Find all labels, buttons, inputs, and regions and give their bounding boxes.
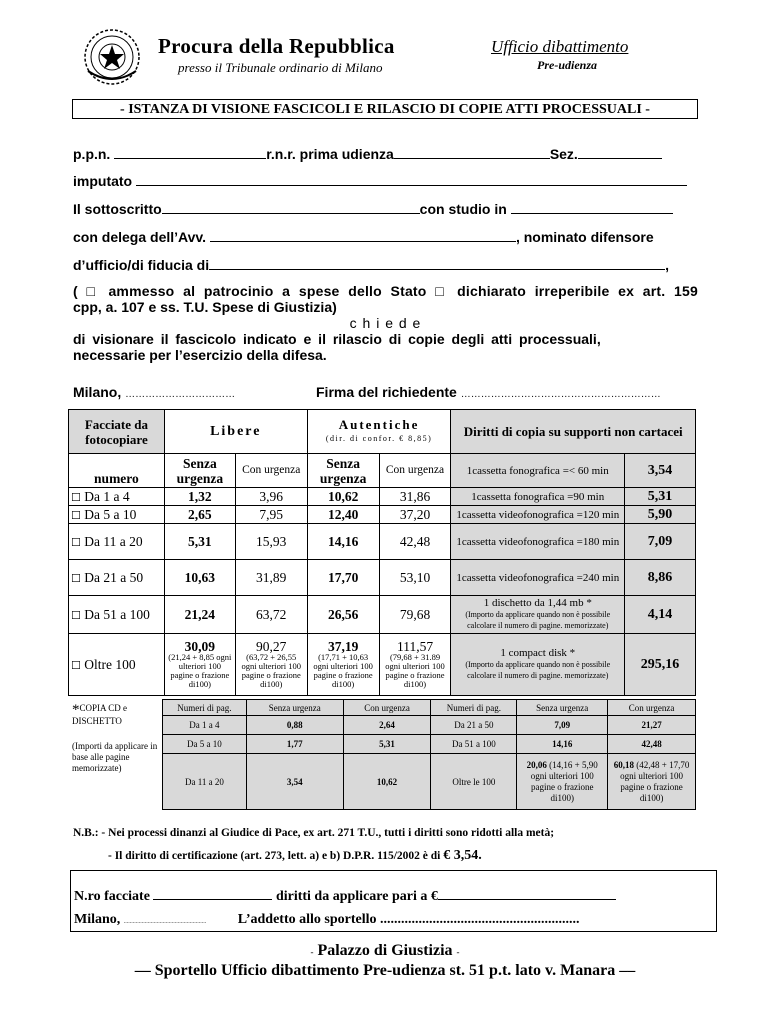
support-value-4: 7,09 [625, 524, 696, 560]
th-diritti: Diritti di copia su supporti non cartacei [451, 410, 696, 454]
patrocinio-line2: cpp, a. 107 e ss. T.U. Spese di Giustizia) [73, 299, 337, 315]
addetto-label: L’addetto allo sportello [237, 912, 377, 927]
th-autentiche: Autentiche (dir. di confor. € 8,85) [307, 410, 451, 454]
cell-oltre-ls: 30,09 (21,24 + 8,85 ogni ulteriori 100 pagine o frazione di100) [164, 634, 235, 696]
support-row-2: 1cassetta fonografica =90 min [451, 488, 625, 506]
facciate-field[interactable] [153, 885, 272, 900]
form-title-text: - ISTANZA DI VISIONE FASCICOLI E RILASCIO DI COPIE ATTI PROCESSUALI - [120, 102, 650, 117]
addetto-field[interactable]: ......................................................... [380, 912, 580, 927]
milano-date-field[interactable]: …………………………… [125, 389, 236, 400]
support-cd: 1 compact disk * (Importo da applicare quando non è possibile calcolare il numero di pagine. memorizzate) [451, 634, 625, 696]
cell-value: 7,95 [235, 506, 307, 524]
firma-label: Firma del richiedente [316, 384, 457, 400]
cd-th-pag: Numeri di pag. [163, 700, 247, 716]
cell-value: 1,32 [164, 488, 235, 506]
cd-cell: Da 21 a 50 [431, 716, 517, 735]
cd-cell: 1,77 [246, 735, 343, 754]
header-title: Procura della Repubblica [158, 34, 395, 58]
th-libere-senza: Senza urgenza [164, 454, 235, 488]
cd-cell: 10,62 [343, 754, 431, 810]
note-1: N.B.: - Nei processi dinanzi al Giudice di Pace, ex art. 271 T.U., tutti i diritti sono ridotti alla metà; [73, 827, 555, 839]
note-2-value: € 3,54. [443, 848, 482, 863]
header-subtitle: presso il Tribunale ordinario di Milano [178, 60, 383, 75]
support-row-3: 1cassetta videofonografica =120 min [451, 506, 625, 524]
support-value-1: 3,54 [625, 454, 696, 488]
studio-label: con studio in [419, 201, 507, 217]
support-row-4: 1cassetta videofonografica =180 min [451, 524, 625, 560]
cd-cell: 2,64 [343, 716, 431, 735]
delega-field[interactable] [210, 227, 516, 242]
cell-oltre-lc: 90,27 (63,72 + 26,55 ogni ulteriori 100 pagine o frazione di100) [235, 634, 307, 696]
patrocinio-line1: ( □ ammesso al patrocinio a spese dello Stato □ dichiarato irreperibile ex art. 159 [73, 283, 698, 299]
box-milano-field[interactable]: ....................................................... [123, 919, 207, 925]
rnr-field[interactable] [394, 144, 550, 159]
cell-value: 10,63 [164, 560, 235, 596]
cd-th-pag: Numeri di pag. [431, 700, 517, 716]
emblem [80, 25, 144, 89]
support-value-dischetto: 4,14 [625, 596, 696, 634]
facciate-label: N.ro facciate [74, 889, 150, 904]
row-label[interactable]: ☐ Da 51 a 100 [69, 596, 165, 634]
note-2: - Il diritto di certificazione (art. 273, lett. a) e b) D.P.R. 115/2002 è di € 3,54. [108, 848, 482, 863]
cd-cell: Oltre le 100 [431, 754, 517, 810]
cell-oltre-ac: 111,57 (79,68 + 31.89 ogni ulteriori 100 pagine o frazione di100) [379, 634, 451, 696]
diritti-label: diritti da applicare pari a € [275, 889, 438, 904]
cell-value: 37,20 [379, 506, 451, 524]
support-value-3: 5,90 [625, 506, 696, 524]
imputato-label: imputato [73, 173, 133, 189]
cell-value: 53,10 [379, 560, 451, 596]
cell-value: 15,93 [235, 524, 307, 560]
cell-value: 10,62 [307, 488, 379, 506]
cell-value: 5,31 [164, 524, 235, 560]
cell-oltre-as: 37,19 (17,71 + 10,63 ogni ulteriori 100 pagine o frazione di100) [307, 634, 379, 696]
cell-value: 63,72 [235, 596, 307, 634]
support-row-5: 1cassetta videofonografica =240 min [451, 560, 625, 596]
studio-field[interactable] [511, 199, 673, 214]
ufficio-label: d’ufficio/di fiducia di [73, 257, 210, 273]
cell-value: 26,56 [307, 596, 379, 634]
cd-cell: Da 5 a 10 [163, 735, 247, 754]
patrocinio-line3: di visionare il fascicolo indicato e il rilascio di copie degli atti processuali, [73, 331, 601, 347]
th-libere-con: Con urgenza [235, 454, 307, 488]
cell-value: 21,24 [164, 596, 235, 634]
ppn-label: p.p.n. [73, 146, 111, 162]
cd-cell: 7,09 [517, 716, 608, 735]
republic-emblem-icon [80, 25, 144, 89]
milano-label: Milano, [73, 384, 122, 400]
th-libere: Libere [164, 410, 307, 454]
cd-cell-oltre-con: 60,18 (42,48 + 17,70 ogni ulteriori 100 pagine o frazione di100) [608, 754, 696, 810]
cd-cell: Da 51 a 100 [431, 735, 517, 754]
row-label[interactable]: ☐ Da 5 a 10 [69, 506, 165, 524]
th-facciate: Facciate da fotocopiare [69, 410, 165, 454]
ufficio-field[interactable] [209, 255, 665, 270]
support-row-1: 1cassetta fonografica =< 60 min [451, 454, 625, 488]
form-title [72, 99, 698, 119]
th-aut-senza: Senza urgenza [307, 454, 379, 488]
cd-th-con: Con urgenza [608, 700, 696, 716]
box-milano-label: Milano, [74, 912, 121, 927]
delega-label: con delega dell’Avv. [73, 229, 207, 245]
support-value-cd: 295,16 [625, 634, 696, 696]
patrocinio-line4: necessarie per l’esercizio della difesa. [73, 347, 327, 363]
cd-cell: 21,27 [608, 716, 696, 735]
cd-cell: 42,48 [608, 735, 696, 754]
cell-value: 12,40 [307, 506, 379, 524]
cell-value: 2,65 [164, 506, 235, 524]
cell-value: 3,96 [235, 488, 307, 506]
cd-cell-oltre-senza: 20,06 (14,16 + 5,90 ogni ulteriori 100 pagine o frazione di100) [517, 754, 608, 810]
rnr-label: r.n.r. prima udienza [266, 146, 394, 162]
diritti-field[interactable] [438, 885, 616, 900]
cd-th-senza: Senza urgenza [246, 700, 343, 716]
sottoscritto-field[interactable] [162, 199, 420, 214]
row-label[interactable]: ☐ Da 1 a 4 [69, 488, 165, 506]
cd-side-label: *COPIA CD e DISCHETTO (Importi da applicare in base alle pagine memorizzate) [72, 702, 158, 773]
support-value-5: 8,86 [625, 560, 696, 596]
cell-value: 14,16 [307, 524, 379, 560]
sez-field[interactable] [578, 144, 662, 159]
ufficio-end: , [665, 257, 669, 273]
cd-cell: 5,31 [343, 735, 431, 754]
fee-table [68, 409, 696, 696]
cell-value: 79,68 [379, 596, 451, 634]
cd-cell: Da 1 a 4 [163, 716, 247, 735]
cd-cell: Da 11 a 20 [163, 754, 247, 810]
office-subtitle: Pre-udienza [537, 58, 597, 72]
cd-th-con: Con urgenza [343, 700, 431, 716]
ppn-field[interactable] [114, 144, 266, 159]
facciate-box [70, 870, 717, 932]
row-label[interactable]: ☐ Da 11 a 20 [69, 524, 165, 560]
cell-value: 42,48 [379, 524, 451, 560]
cd-th-senza: Senza urgenza [517, 700, 608, 716]
th-numero: numero [69, 454, 165, 488]
cd-table [162, 699, 696, 810]
footer-palazzo: - Palazzo di Giustizia - [310, 942, 460, 959]
imputato-field[interactable] [136, 171, 687, 186]
cell-value: 31,86 [379, 488, 451, 506]
nominato-label: , nominato difensore [515, 229, 654, 245]
sez-label: Sez. [549, 146, 578, 162]
sottoscritto-label: Il sottoscritto [73, 201, 162, 217]
cell-value: 17,70 [307, 560, 379, 596]
row-label-oltre[interactable]: ☐ Oltre 100 [69, 634, 165, 696]
firma-field[interactable]: …………………………………………………… [460, 389, 661, 400]
row-label[interactable]: ☐ Da 21 a 50 [69, 560, 165, 596]
cd-cell: 0,88 [246, 716, 343, 735]
office-title: Ufficio dibattimento [491, 37, 629, 56]
support-dischetto: 1 dischetto da 1,44 mb * (Importo da applicare quando non è possibile calcolare il numero di pagine. memorizzate) [451, 596, 625, 634]
cell-value: 31,89 [235, 560, 307, 596]
cd-cell: 3,54 [246, 754, 343, 810]
support-value-2: 5,31 [625, 488, 696, 506]
footer-sportello: — Sportello Ufficio dibattimento Pre-udienza st. 51 p.t. lato v. Manara –– [134, 962, 636, 979]
th-aut-con: Con urgenza [379, 454, 451, 488]
chiede-label: c h i e d e [349, 315, 422, 331]
cd-cell: 14,16 [517, 735, 608, 754]
